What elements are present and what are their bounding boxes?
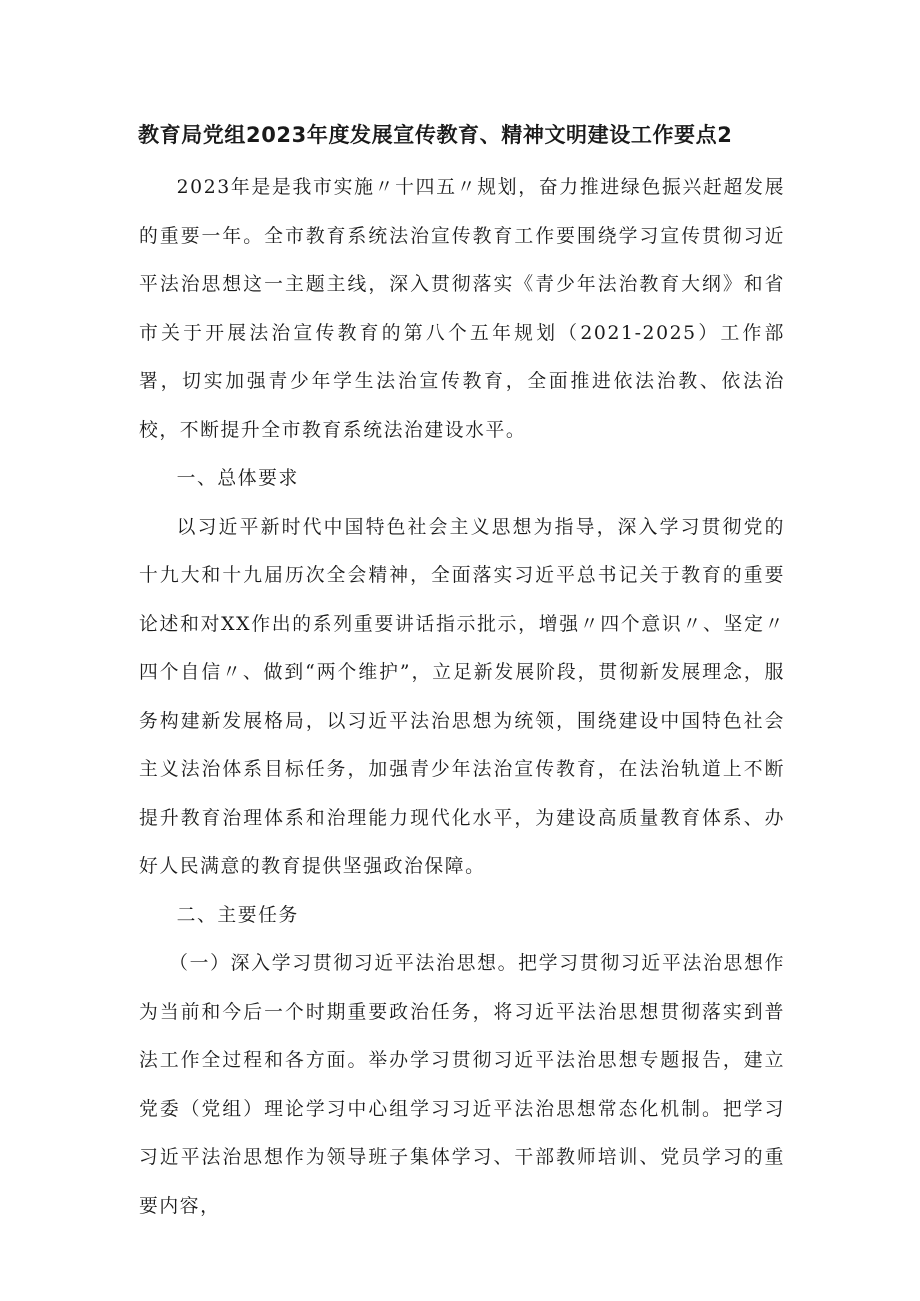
intro-paragraph: 2023年是是我市实施〃十四五〃规划，奋力推进绿色振兴赶超发展的重要一年。全市教育系统法治宣传教育工作要围绕学习宣传贯彻习近平法治思想这一主题主线，深入贯彻落实《青少年法治教育大纲》和省市关于开展法治宣传教育的第八个五年规划（2021-2025）工作部署，切实加强青少年学生法治宣传教育，全面推进依法治教、依法治校，不断提升全市教育系统法治建设水平。 bbox=[139, 177, 785, 441]
section-heading-general-requirements: 一、总体要求 bbox=[176, 468, 299, 489]
document-title: 教育局党组2023年度发展宣传教育、精神文明建设工作要点2 bbox=[138, 123, 733, 147]
task-one-paragraph: （一）深入学习贯彻习近平法治思想。把学习贯彻习近平法治思想作为当前和今后一个时期重要政治任务，将习近平法治思想贯彻落实到普法工作全过程和各方面。举办学习贯彻习近平法治思想专题报告，建立党委（党组）理论学习中心组学习习近平法治思想常态化机制。把学习习近平法治思想作为领导班子集体学习、干部教师培训、党员学习的重要内容， bbox=[139, 953, 785, 1217]
document-body bbox=[139, 164, 785, 1231]
section-heading-main-tasks: 二、主要任务 bbox=[176, 904, 299, 926]
general-requirements-paragraph: 以习近平新时代中国特色社会主义思想为指导，深入学习贯彻党的十九大和十九届历次全会精神，全面落实习近平总书记关于教育的重要论述和对XX作出的系列重要讲话指示批示，增强〃四个意识〃、坚定〃四个自信〃、做到“两个维护”，立足新发展阶段，贯彻新发展理念，服务构建新发展格局，以习近平法治思想为统领，围绕建设中国特色社会主义法治体系目标任务，加强青少年法治宣传教育，在法治轨道上不断提升教育治理体系和治理能力现代化水平，为建设高质量教育体系、办好人民满意的教育提供坚强政治保障。 bbox=[139, 516, 785, 877]
